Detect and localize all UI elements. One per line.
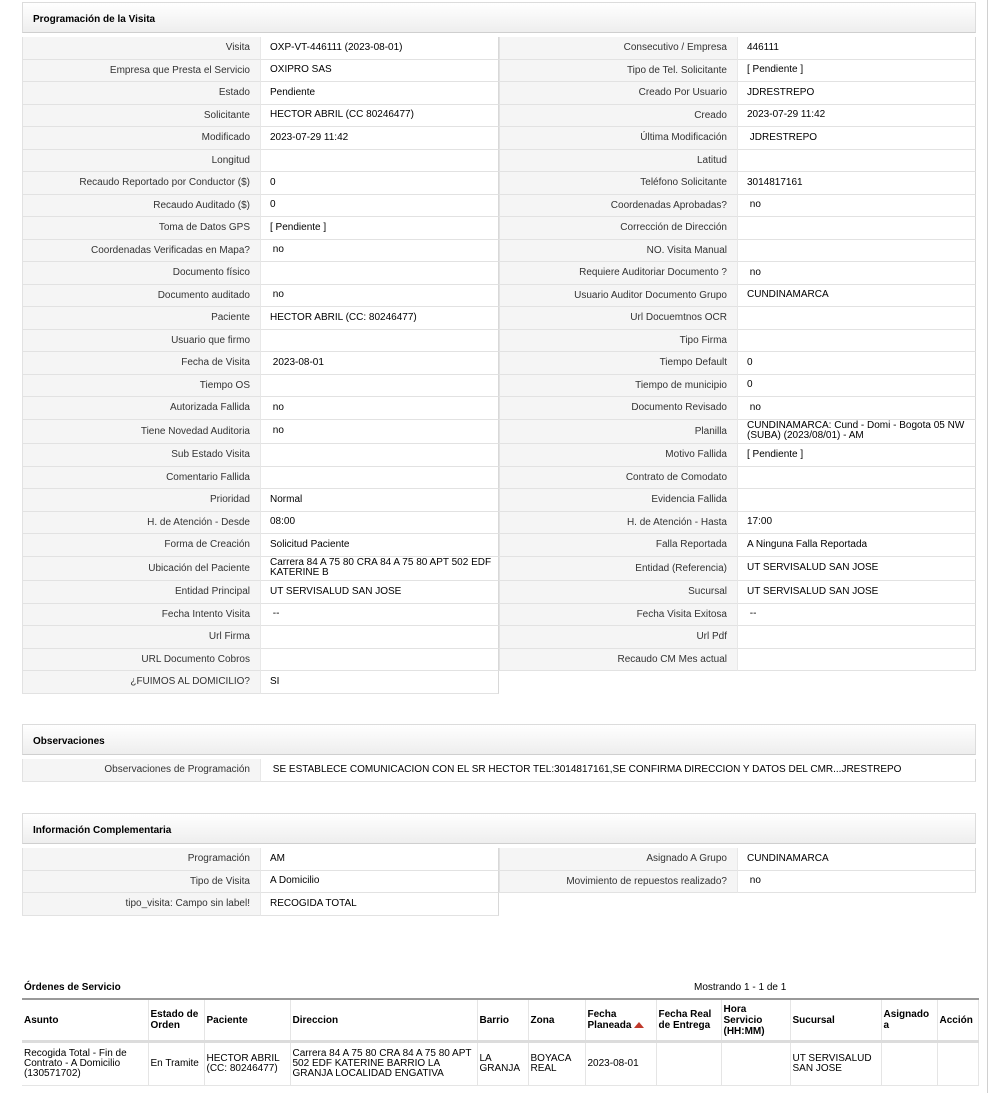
field-label: Asignado A Grupo: [499, 848, 737, 871]
field-label: Fecha de Visita: [22, 352, 260, 375]
field-label: Tiempo OS: [22, 375, 260, 398]
field-value: AM: [260, 848, 499, 871]
field-label: Documento físico: [22, 262, 260, 285]
field-value: Normal: [260, 489, 499, 512]
field-consecutivo-empresa: [499, 37, 976, 60]
field-sucursal: [499, 581, 976, 604]
field-value: [737, 649, 976, 672]
field-value: UT SERVISALUD SAN JOSE: [260, 581, 499, 604]
cell-accion: [937, 1042, 978, 1086]
column-header-sucursal[interactable]: [790, 999, 881, 1042]
column-header-label: Direccion: [292, 1014, 339, 1026]
column-header-asignado-a[interactable]: [881, 999, 937, 1042]
cell-fecha-planeada: 2023-08-01: [585, 1042, 656, 1086]
field-label: Latitud: [499, 150, 737, 173]
field-solicitante: [22, 105, 499, 128]
field-label: Recaudo Reportado por Conductor ($): [22, 172, 260, 195]
column-header-label: Estado de Orden: [150, 1009, 199, 1031]
field-label: Movimiento de repuestos realizado?: [499, 871, 737, 894]
field-label: Usuario que firmo: [22, 330, 260, 353]
field-label: Contrato de Comodato: [499, 467, 737, 490]
field-value: 0: [737, 375, 976, 398]
field-value: Pendiente: [260, 82, 499, 105]
field-paciente: [22, 307, 499, 330]
field-value: [737, 330, 976, 353]
field-planilla: [499, 420, 976, 445]
field-value: JDRESTREPO: [737, 82, 976, 105]
field-label: Fecha Visita Exitosa: [499, 604, 737, 627]
field-value: [737, 307, 976, 330]
field-url-docuemtnos-ocr: [499, 307, 976, 330]
field-estado: [22, 82, 499, 105]
sort-ascending-icon[interactable]: [634, 1022, 644, 1028]
field-label: URL Documento Cobros: [22, 649, 260, 672]
field-value: 0: [260, 172, 499, 195]
field-label: Consecutivo / Empresa: [499, 37, 737, 60]
field-recaudo-reportado-por-conductor: [22, 172, 499, 195]
field-value: A Domicilio: [260, 871, 499, 894]
field-entidad-principal: [22, 581, 499, 604]
field-value: [ Pendiente ]: [737, 60, 976, 83]
field-documento-revisado: [499, 397, 976, 420]
field-asignado-a-grupo: [499, 848, 976, 871]
field-fecha-intento-visita: [22, 604, 499, 627]
field-empresa-que-presta-el-servicio: [22, 60, 499, 83]
column-header-hora-servicio-hh-mm[interactable]: [721, 999, 790, 1042]
table-row[interactable]: [22, 1042, 978, 1086]
field-label: Toma de Datos GPS: [22, 217, 260, 240]
field-value: RECOGIDA TOTAL: [260, 893, 499, 916]
orders-title: Órdenes de Servicio: [24, 982, 121, 993]
column-header-label: Barrio: [479, 1014, 509, 1026]
field-tiempo-os: [22, 375, 499, 398]
orders-body: [22, 1042, 978, 1086]
field-label: Modificado: [22, 127, 260, 150]
field-value: [ Pendiente ]: [737, 444, 976, 467]
field-fecha-de-visita: [22, 352, 499, 375]
field-tiempo-de-municipio: [499, 375, 976, 398]
field-value: [737, 467, 976, 490]
field-usuario-que-firmo: [22, 330, 499, 353]
field-value: no: [737, 871, 976, 894]
field-label: Evidencia Fallida: [499, 489, 737, 512]
field-value: CUNDINAMARCA: [737, 285, 976, 308]
visit-panel-title: Programación de la Visita: [22, 2, 976, 33]
field-value: [737, 150, 976, 173]
field-label: Visita: [22, 37, 260, 60]
orders-table: [22, 998, 979, 1086]
field-label: Motivo Fallida: [499, 444, 737, 467]
field-visita: [22, 37, 499, 60]
cell-zona: BOYACA REAL: [528, 1042, 585, 1086]
complementary-panel-title: Información Complementaria: [22, 813, 976, 844]
field-value: no: [260, 420, 499, 445]
field-h-de-atencion-desde: [22, 512, 499, 535]
field-label: Entidad Principal: [22, 581, 260, 604]
column-header-label: Acción: [939, 1014, 973, 1026]
field-toma-de-datos-gps: [22, 217, 499, 240]
field-label: Forma de Creación: [22, 534, 260, 557]
field-value: 446111: [737, 37, 976, 60]
column-header-label: Sucursal: [792, 1014, 835, 1026]
column-header-zona[interactable]: [528, 999, 585, 1042]
field-value: 0: [737, 352, 976, 375]
field-value: A Ninguna Falla Reportada: [737, 534, 976, 557]
field-label: Tipo Firma: [499, 330, 737, 353]
field-value: JDRESTREPO: [737, 127, 976, 150]
field-tiene-novedad-auditoria: [22, 420, 499, 445]
field-sub-estado-visita: [22, 444, 499, 467]
column-header-fecha-real-de-entrega[interactable]: [656, 999, 721, 1042]
field-value: no: [737, 262, 976, 285]
cell-estado-de-orden: En Tramite: [148, 1042, 204, 1086]
column-header-label: Fecha Real de Entrega: [658, 1009, 712, 1031]
cell-asignado-a: [881, 1042, 937, 1086]
field-value: no: [737, 195, 976, 218]
field-value: OXP-VT-446111 (2023-08-01): [260, 37, 499, 60]
field-value: SI: [260, 671, 499, 694]
field-label: H. de Atención - Desde: [22, 512, 260, 535]
field-value: 08:00: [260, 512, 499, 535]
complementary-panel: [22, 813, 976, 910]
field-no-visita-manual: [499, 240, 976, 263]
observations-row: [22, 759, 976, 782]
field-recaudo-cm-mes-actual: [499, 649, 976, 672]
field-label: Solicitante: [22, 105, 260, 128]
field-label: Autorizada Fallida: [22, 397, 260, 420]
field-label: Coordenadas Aprobadas?: [499, 195, 737, 218]
field-label: Comentario Fallida: [22, 467, 260, 490]
field-label: Última Modificación: [499, 127, 737, 150]
field-value: 3014817161: [737, 172, 976, 195]
cell-fecha-real-de-entrega: [656, 1042, 721, 1086]
field-value: OXIPRO SAS: [260, 60, 499, 83]
observations-value: SE ESTABLECE COMUNICACION CON EL SR HECTOR TEL:3014817161,SE CONFIRMA DIRECCION Y DATOS DEL CMR...JRESTREPO: [260, 759, 976, 782]
field-value: [260, 330, 499, 353]
field-value: Carrera 84 A 75 80 CRA 84 A 75 80 APT 502 EDF KATERINE B: [260, 557, 499, 582]
field-label: Falla Reportada: [499, 534, 737, 557]
field-label: Corrección de Dirección: [499, 217, 737, 240]
field-coordenadas-aprobadas: [499, 195, 976, 218]
field-label: Url Docuemtnos OCR: [499, 307, 737, 330]
cell-sucursal: UT SERVISALUD SAN JOSE: [790, 1042, 881, 1086]
field-label: Paciente: [22, 307, 260, 330]
field-ubicacion-del-paciente: [22, 557, 499, 582]
field-label: Coordenadas Verificadas en Mapa?: [22, 240, 260, 263]
field-value: no: [260, 397, 499, 420]
column-header-label: Fecha Planeada: [587, 1009, 632, 1031]
field-autorizada-fallida: [22, 397, 499, 420]
field-fecha-visita-exitosa: [499, 604, 976, 627]
field-label: Sub Estado Visita: [22, 444, 260, 467]
cell-asunto: Recogida Total - Fin de Contrato - A Domicilio (130571702): [22, 1042, 148, 1086]
field-label: Estado: [22, 82, 260, 105]
column-header-label: Paciente: [206, 1014, 248, 1026]
column-header-fecha-planeada[interactable]: [585, 999, 656, 1042]
field-value: [260, 649, 499, 672]
field-recaudo-auditado: [22, 195, 499, 218]
cell-hora-servicio-hh-mm: [721, 1042, 790, 1086]
field-label: tipo_visita: Campo sin label!: [22, 893, 260, 916]
field-evidencia-fallida: [499, 489, 976, 512]
field-h-de-atencion-hasta: [499, 512, 976, 535]
field-label: Teléfono Solicitante: [499, 172, 737, 195]
field-value: no: [260, 285, 499, 308]
field-modificado: [22, 127, 499, 150]
cell-barrio: LA GRANJA: [477, 1042, 528, 1086]
field-falla-reportada: [499, 534, 976, 557]
field-requiere-auditoriar-documento: [499, 262, 976, 285]
field-correccion-de-direccion: [499, 217, 976, 240]
field-movimiento-de-repuestos-realizado: [499, 871, 976, 894]
field-value: no: [737, 397, 976, 420]
field-value: UT SERVISALUD SAN JOSE: [737, 581, 976, 604]
field-coordenadas-verificadas-en-mapa: [22, 240, 499, 263]
field-value: [260, 467, 499, 490]
field-tiempo-default: [499, 352, 976, 375]
field-value: HECTOR ABRIL (CC 80246477): [260, 105, 499, 128]
field-value: UT SERVISALUD SAN JOSE: [737, 557, 976, 582]
field-label: Longitud: [22, 150, 260, 173]
field-forma-de-creacion: [22, 534, 499, 557]
field-label: Tipo de Tel. Solicitante: [499, 60, 737, 83]
field-label: NO. Visita Manual: [499, 240, 737, 263]
column-header-label: Asunto: [24, 1014, 59, 1026]
field-tipo-firma: [499, 330, 976, 353]
field-creado-por-usuario: [499, 82, 976, 105]
field-url-documento-cobros: [22, 649, 499, 672]
field-label: Documento Revisado: [499, 397, 737, 420]
field-label: Creado: [499, 105, 737, 128]
field-label: Creado Por Usuario: [499, 82, 737, 105]
field-label: Sucursal: [499, 581, 737, 604]
field-label: Tiempo de municipio: [499, 375, 737, 398]
field-usuario-auditor-documento-grupo: [499, 285, 976, 308]
field-label: Programación: [22, 848, 260, 871]
field-programacion: [22, 848, 499, 871]
column-header-label: Asignado a: [883, 1009, 930, 1031]
column-header-label: Zona: [530, 1014, 555, 1026]
field-value: [737, 240, 976, 263]
cell-paciente: HECTOR ABRIL (CC: 80246477): [204, 1042, 290, 1086]
column-header-barrio[interactable]: [477, 999, 528, 1042]
field-label: Entidad (Referencia): [499, 557, 737, 582]
field-value: [260, 444, 499, 467]
field-value: [ Pendiente ]: [260, 217, 499, 240]
field-tipo-visita-campo-sin-label: [22, 893, 499, 916]
column-header-label: Hora Servicio (HH:MM): [723, 1003, 765, 1037]
field-tipo-de-visita: [22, 871, 499, 894]
field-value: [260, 626, 499, 649]
field-value: [260, 375, 499, 398]
field-label: Recaudo CM Mes actual: [499, 649, 737, 672]
field-latitud: [499, 150, 976, 173]
column-header-accion[interactable]: [937, 999, 978, 1042]
field-label: H. de Atención - Hasta: [499, 512, 737, 535]
field-creado: [499, 105, 976, 128]
column-header-paciente[interactable]: [204, 999, 290, 1042]
field-label: Url Firma: [22, 626, 260, 649]
field-value: 2023-07-29 11:42: [260, 127, 499, 150]
field-value: 2023-08-01: [260, 352, 499, 375]
field-label: Requiere Auditoriar Documento ?: [499, 262, 737, 285]
observations-label: Observaciones de Programación: [22, 759, 260, 782]
field-value: [737, 626, 976, 649]
field-value: [737, 217, 976, 240]
field-label: Ubicación del Paciente: [22, 557, 260, 582]
field-label: Url Pdf: [499, 626, 737, 649]
field-prioridad: [22, 489, 499, 512]
field-documento-auditado: [22, 285, 499, 308]
field-comentario-fallida: [22, 467, 499, 490]
field-value: --: [737, 604, 976, 627]
field-entidad-referencia: [499, 557, 976, 582]
column-header-estado-de-orden[interactable]: [148, 999, 204, 1042]
field-ultima-modificacion: [499, 127, 976, 150]
field-label: Empresa que Presta el Servicio: [22, 60, 260, 83]
field-label: Planilla: [499, 420, 737, 445]
field-value: 0: [260, 195, 499, 218]
field-fuimos-al-domicilio: [22, 671, 499, 694]
field-value: 2023-07-29 11:42: [737, 105, 976, 128]
field-url-pdf: [499, 626, 976, 649]
field-label: Prioridad: [22, 489, 260, 512]
field-value: Solicitud Paciente: [260, 534, 499, 557]
field-label: ¿FUIMOS AL DOMICILIO?: [22, 671, 260, 694]
field-contrato-de-comodato: [499, 467, 976, 490]
observations-panel-title: Observaciones: [22, 724, 976, 755]
column-header-direccion[interactable]: [290, 999, 477, 1042]
field-label: Documento auditado: [22, 285, 260, 308]
orders-count: Mostrando 1 - 1 de 1: [694, 982, 787, 993]
column-header-asunto[interactable]: [22, 999, 148, 1042]
field-longitud: [22, 150, 499, 173]
field-motivo-fallida: [499, 444, 976, 467]
field-value: no: [260, 240, 499, 263]
field-tipo-de-tel-solicitante: [499, 60, 976, 83]
field-value: [737, 489, 976, 512]
field-label: Tiene Novedad Auditoria: [22, 420, 260, 445]
field-value: [260, 150, 499, 173]
field-telefono-solicitante: [499, 172, 976, 195]
field-value: --: [260, 604, 499, 627]
field-label: Fecha Intento Visita: [22, 604, 260, 627]
field-label: Tipo de Visita: [22, 871, 260, 894]
field-documento-fisico: [22, 262, 499, 285]
field-value: HECTOR ABRIL (CC: 80246477): [260, 307, 499, 330]
observations-panel: [22, 724, 976, 776]
visit-panel: [22, 2, 976, 688]
field-label: Tiempo Default: [499, 352, 737, 375]
field-value: CUNDINAMARCA: [737, 848, 976, 871]
cell-direccion: Carrera 84 A 75 80 CRA 84 A 75 80 APT 502 EDF KATERINE BARRIO LA GRANJA LOCALIDAD ENGATIVA: [290, 1042, 477, 1086]
field-label: Recaudo Auditado ($): [22, 195, 260, 218]
field-url-firma: [22, 626, 499, 649]
page-border: [987, 0, 988, 1093]
field-value: [260, 262, 499, 285]
field-value: 17:00: [737, 512, 976, 535]
orders-header-row: [22, 999, 978, 1042]
field-label: Usuario Auditor Documento Grupo: [499, 285, 737, 308]
field-value: CUNDINAMARCA: Cund - Domi - Bogota 05 NW (SUBA) (2023/08/01) - AM: [737, 420, 976, 445]
